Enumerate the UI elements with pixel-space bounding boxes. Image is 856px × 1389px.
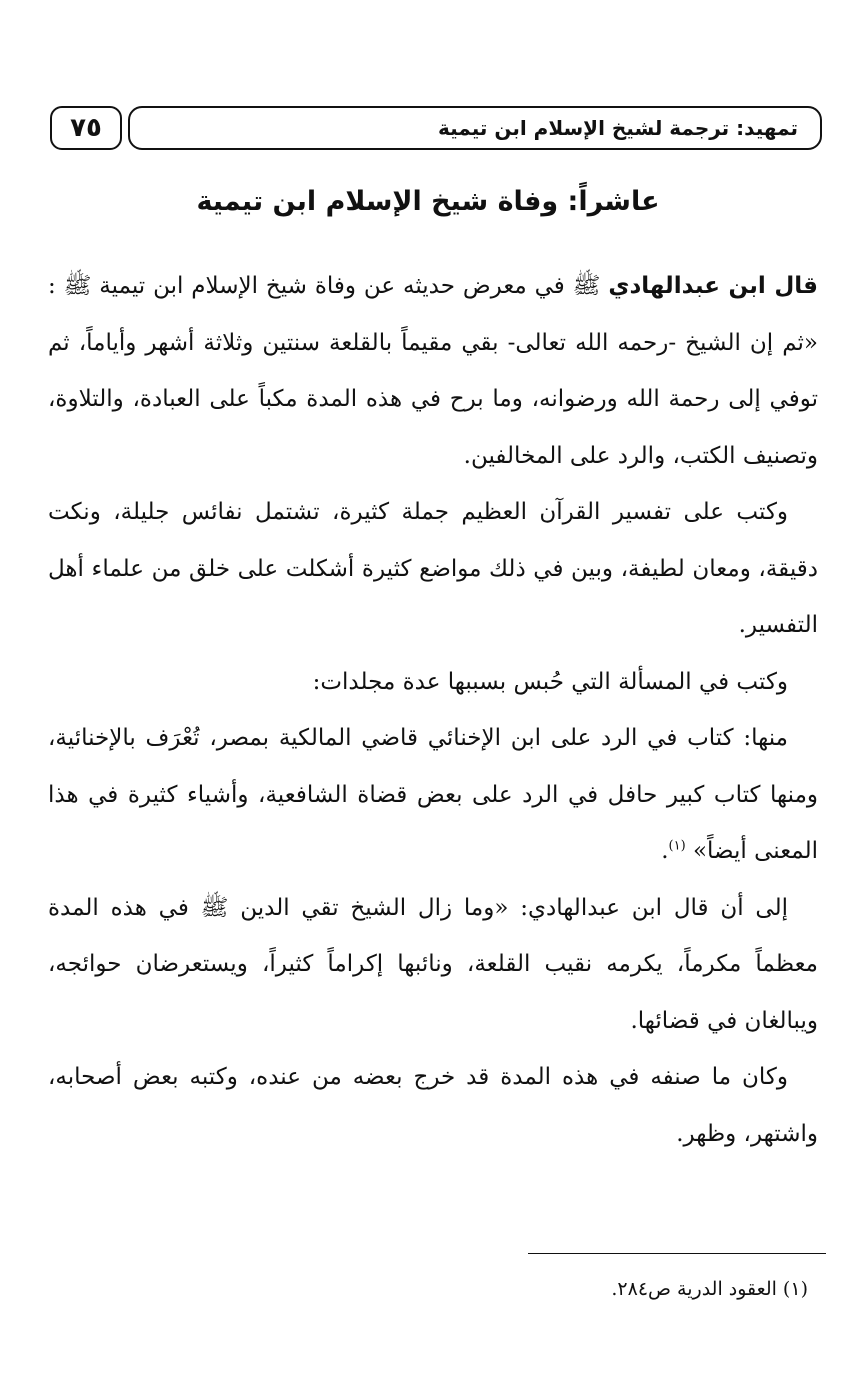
- page-number-box: [50, 106, 122, 150]
- paragraph-text: ﷺ في معرض حديثه عن وفاة شيخ الإسلام ابن تيمية ﷺ : «ثم إن الشيخ -رحمه الله تعالى- بقي مقيماً بالقلعة سنتين وثلاثة أشهر وأياماً، ثم توفي إلى رحمة الله ورضوانه، وما برح في هذه المدة مكباً على العبادة، والتلاوة، وتصنيف الكتب، والرد على المخالفين.: [48, 273, 818, 469]
- paragraph: إلى أن قال ابن عبدالهادي: «وما زال الشيخ تقي الدين ﷺ في هذه المدة معظماً مكرماً، يكرمه نقيب القلعة، ونائبها إكراماً كثيراً، ويستعرضان حوائجه، ويبالغان في قضائها.: [48, 894, 818, 1034]
- paragraph-text: منها: كتاب في الرد على ابن الإخنائي قاضي المالكية بمصر، تُعْرَف بالإخنائية، ومنها كتاب كبير حافل في الرد على بعض قضاة الشافعية، وأشياء كثيرة في هذا المعنى أيضاً»: [48, 725, 818, 864]
- paragraph: وكتب في المسألة التي حُبس بسببها عدة مجلدات:: [312, 668, 788, 695]
- footnote-separator: [528, 1253, 826, 1254]
- paragraph: وكتب على تفسير القرآن العظيم جملة كثيرة، تشتمل نفائس جليلة، ونكت دقيقة، ومعان لطيفة، وبين في ذلك مواضع كثيرة أشكلت على خلق من علماء أهل التفسير.: [48, 499, 818, 638]
- running-header: [128, 106, 822, 150]
- footnote: (١) العقود الدرية ص٢٨٤.: [611, 1278, 808, 1300]
- paragraph-end: .: [661, 838, 669, 864]
- body-text: [48, 258, 818, 1162]
- paragraph: وكان ما صنفه في هذه المدة قد خرج بعضه من عنده، وكتبه بعض أصحابه، واشتهر، وظهر.: [48, 1064, 818, 1147]
- paragraph-lead: قال ابن عبدالهادي: [608, 273, 818, 299]
- paragraph: [48, 710, 818, 880]
- paragraph: [48, 258, 818, 484]
- footnote-reference: (١): [668, 838, 686, 854]
- running-title: تمهيد: ترجمة لشيخ الإسلام ابن تيمية: [438, 116, 798, 140]
- page-number: ٧٥: [70, 113, 102, 143]
- section-heading: عاشراً: وفاة شيخ الإسلام ابن تيمية: [196, 186, 660, 217]
